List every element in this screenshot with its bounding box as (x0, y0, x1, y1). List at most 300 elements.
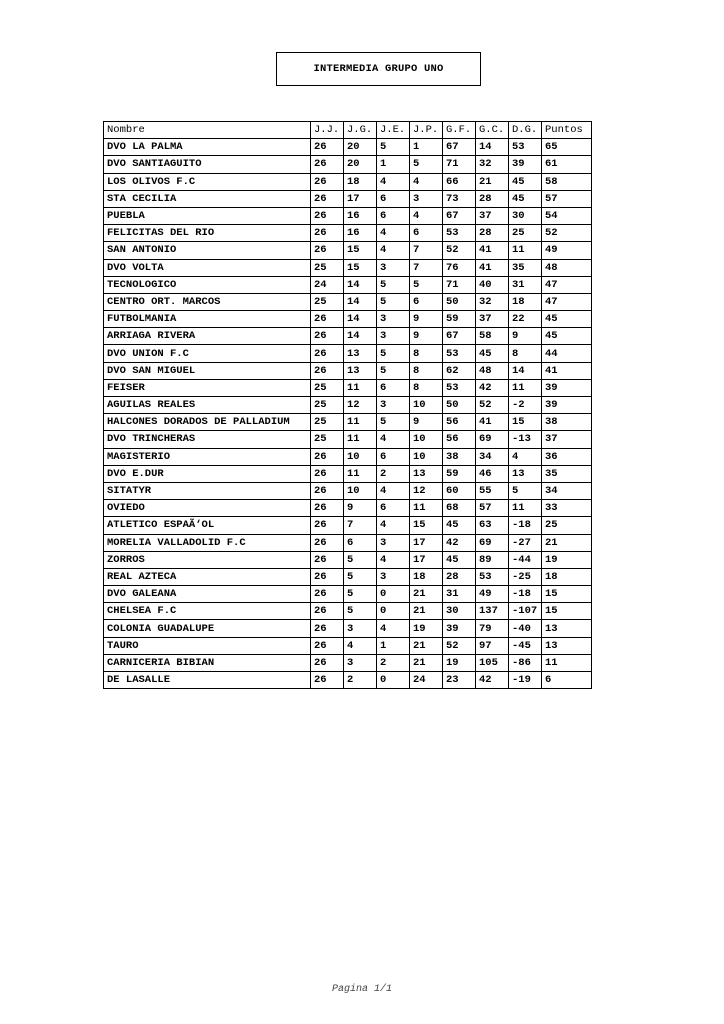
table-row (104, 414, 592, 431)
cell-gc: 46 (476, 465, 509, 482)
cell-puntos: 15 (542, 586, 592, 603)
cell-jg: 14 (344, 328, 377, 345)
cell-jg: 5 (344, 568, 377, 585)
cell-gc: 32 (476, 156, 509, 173)
cell-jp: 21 (410, 654, 443, 671)
cell-gf: 68 (443, 500, 476, 517)
cell-gf: 52 (443, 242, 476, 259)
cell-gf: 42 (443, 534, 476, 551)
cell-puntos: 13 (542, 637, 592, 654)
cell-puntos: 33 (542, 500, 592, 517)
table-row (104, 328, 592, 345)
cell-team-name: DVO SANTIAGUITO (104, 156, 311, 173)
cell-jj: 26 (311, 586, 344, 603)
cell-jp: 12 (410, 482, 443, 499)
cell-dg: -2 (509, 397, 542, 414)
cell-dg: 11 (509, 242, 542, 259)
column-header-je: J.E. (377, 122, 410, 139)
cell-jj: 26 (311, 482, 344, 499)
cell-jj: 25 (311, 379, 344, 396)
cell-gf: 23 (443, 672, 476, 689)
cell-gc: 28 (476, 190, 509, 207)
cell-jj: 26 (311, 672, 344, 689)
column-header-jj: J.J. (311, 122, 344, 139)
cell-jj: 26 (311, 207, 344, 224)
cell-je: 3 (377, 259, 410, 276)
cell-gc: 40 (476, 276, 509, 293)
cell-jp: 3 (410, 190, 443, 207)
cell-jj: 25 (311, 259, 344, 276)
cell-dg: 30 (509, 207, 542, 224)
table-row (104, 672, 592, 689)
table-row (104, 156, 592, 173)
cell-je: 0 (377, 672, 410, 689)
cell-jg: 15 (344, 242, 377, 259)
cell-puntos: 35 (542, 465, 592, 482)
cell-jg: 10 (344, 448, 377, 465)
cell-gf: 71 (443, 156, 476, 173)
cell-team-name: CARNICERIA BIBIAN (104, 654, 311, 671)
cell-gc: 42 (476, 379, 509, 396)
cell-gc: 34 (476, 448, 509, 465)
cell-jp: 9 (410, 328, 443, 345)
cell-gf: 53 (443, 379, 476, 396)
cell-dg: 14 (509, 362, 542, 379)
table-row (104, 225, 592, 242)
table-row (104, 379, 592, 396)
cell-dg: 22 (509, 311, 542, 328)
cell-team-name: FUTBOLMANIA (104, 311, 311, 328)
table-row (104, 431, 592, 448)
cell-jp: 24 (410, 672, 443, 689)
cell-gc: 55 (476, 482, 509, 499)
cell-jg: 3 (344, 620, 377, 637)
cell-jg: 11 (344, 465, 377, 482)
cell-team-name: MAGISTERIO (104, 448, 311, 465)
cell-gc: 32 (476, 293, 509, 310)
cell-puntos: 39 (542, 379, 592, 396)
table-row (104, 362, 592, 379)
cell-je: 6 (377, 448, 410, 465)
cell-jp: 21 (410, 586, 443, 603)
cell-gc: 48 (476, 362, 509, 379)
table-row (104, 345, 592, 362)
cell-je: 1 (377, 156, 410, 173)
cell-jg: 4 (344, 637, 377, 654)
cell-gf: 50 (443, 397, 476, 414)
cell-team-name: DVO UNION F.C (104, 345, 311, 362)
page-footer: Pagina 1/1 (331, 984, 392, 995)
cell-jg: 18 (344, 173, 377, 190)
table-row (104, 276, 592, 293)
cell-jg: 11 (344, 414, 377, 431)
cell-je: 3 (377, 534, 410, 551)
cell-dg: -18 (509, 517, 542, 534)
cell-jp: 19 (410, 620, 443, 637)
cell-dg: 4 (509, 448, 542, 465)
cell-team-name: ATLETICO ESPAÃ‘OL (104, 517, 311, 534)
cell-jj: 26 (311, 173, 344, 190)
cell-team-name: SITATYR (104, 482, 311, 499)
cell-team-name: REAL AZTECA (104, 568, 311, 585)
cell-jg: 7 (344, 517, 377, 534)
cell-gc: 42 (476, 672, 509, 689)
cell-gc: 53 (476, 568, 509, 585)
cell-team-name: CHELSEA F.C (104, 603, 311, 620)
table-row (104, 448, 592, 465)
cell-gc: 137 (476, 603, 509, 620)
cell-jj: 25 (311, 414, 344, 431)
cell-team-name: DE LASALLE (104, 672, 311, 689)
cell-team-name: FELICITAS DEL RIO (104, 225, 311, 242)
column-header-gf: G.F. (443, 122, 476, 139)
cell-puntos: 57 (542, 190, 592, 207)
cell-puntos: 47 (542, 276, 592, 293)
cell-gc: 79 (476, 620, 509, 637)
cell-gf: 71 (443, 276, 476, 293)
cell-team-name: DVO GALEANA (104, 586, 311, 603)
cell-jj: 26 (311, 465, 344, 482)
cell-je: 6 (377, 379, 410, 396)
cell-je: 3 (377, 568, 410, 585)
cell-je: 5 (377, 414, 410, 431)
table-row (104, 603, 592, 620)
cell-je: 5 (377, 362, 410, 379)
cell-jp: 17 (410, 534, 443, 551)
table-row (104, 259, 592, 276)
cell-gc: 21 (476, 173, 509, 190)
cell-puntos: 25 (542, 517, 592, 534)
cell-je: 0 (377, 586, 410, 603)
cell-puntos: 39 (542, 397, 592, 414)
cell-gf: 73 (443, 190, 476, 207)
cell-je: 4 (377, 551, 410, 568)
table-row (104, 397, 592, 414)
cell-dg: 45 (509, 173, 542, 190)
cell-jp: 6 (410, 293, 443, 310)
cell-jg: 9 (344, 500, 377, 517)
table-row (104, 586, 592, 603)
cell-jj: 25 (311, 397, 344, 414)
cell-je: 2 (377, 654, 410, 671)
cell-jg: 13 (344, 345, 377, 362)
cell-jj: 26 (311, 654, 344, 671)
table-row (104, 207, 592, 224)
cell-team-name: PUEBLA (104, 207, 311, 224)
cell-gf: 45 (443, 517, 476, 534)
cell-jp: 10 (410, 448, 443, 465)
cell-dg: 31 (509, 276, 542, 293)
cell-team-name: DVO SAN MIGUEL (104, 362, 311, 379)
column-header-jp: J.P. (410, 122, 443, 139)
cell-je: 5 (377, 139, 410, 156)
cell-gc: 52 (476, 397, 509, 414)
cell-team-name: CENTRO ORT. MARCOS (104, 293, 311, 310)
cell-jp: 15 (410, 517, 443, 534)
cell-jg: 16 (344, 225, 377, 242)
cell-jp: 10 (410, 397, 443, 414)
cell-jp: 1 (410, 139, 443, 156)
cell-dg: -40 (509, 620, 542, 637)
cell-dg: 9 (509, 328, 542, 345)
cell-gf: 67 (443, 207, 476, 224)
cell-gf: 67 (443, 328, 476, 345)
cell-gc: 58 (476, 328, 509, 345)
cell-jj: 26 (311, 242, 344, 259)
cell-dg: 13 (509, 465, 542, 482)
cell-jg: 12 (344, 397, 377, 414)
cell-puntos: 47 (542, 293, 592, 310)
cell-dg: 5 (509, 482, 542, 499)
cell-jp: 11 (410, 500, 443, 517)
cell-jp: 6 (410, 225, 443, 242)
cell-je: 3 (377, 397, 410, 414)
cell-jg: 14 (344, 311, 377, 328)
cell-jg: 13 (344, 362, 377, 379)
cell-gc: 105 (476, 654, 509, 671)
cell-je: 4 (377, 482, 410, 499)
cell-gf: 28 (443, 568, 476, 585)
cell-dg: -86 (509, 654, 542, 671)
cell-jg: 11 (344, 431, 377, 448)
cell-je: 4 (377, 517, 410, 534)
cell-puntos: 38 (542, 414, 592, 431)
cell-jg: 10 (344, 482, 377, 499)
cell-gf: 19 (443, 654, 476, 671)
cell-dg: -19 (509, 672, 542, 689)
cell-puntos: 18 (542, 568, 592, 585)
cell-jj: 26 (311, 311, 344, 328)
cell-jp: 9 (410, 311, 443, 328)
cell-jj: 26 (311, 156, 344, 173)
cell-jp: 5 (410, 276, 443, 293)
cell-jj: 26 (311, 603, 344, 620)
cell-team-name: ZORROS (104, 551, 311, 568)
table-row (104, 500, 592, 517)
cell-gf: 59 (443, 311, 476, 328)
cell-dg: 18 (509, 293, 542, 310)
cell-jp: 17 (410, 551, 443, 568)
cell-gf: 76 (443, 259, 476, 276)
cell-dg: -44 (509, 551, 542, 568)
cell-jj: 26 (311, 620, 344, 637)
cell-jg: 5 (344, 586, 377, 603)
cell-gf: 31 (443, 586, 476, 603)
cell-jp: 10 (410, 431, 443, 448)
cell-dg: -13 (509, 431, 542, 448)
cell-dg: 53 (509, 139, 542, 156)
cell-team-name: DVO LA PALMA (104, 139, 311, 156)
cell-puntos: 36 (542, 448, 592, 465)
cell-gf: 60 (443, 482, 476, 499)
cell-je: 6 (377, 500, 410, 517)
cell-je: 6 (377, 190, 410, 207)
cell-jg: 2 (344, 672, 377, 689)
cell-je: 4 (377, 431, 410, 448)
table-row (104, 190, 592, 207)
cell-gf: 59 (443, 465, 476, 482)
standings-table (103, 121, 592, 689)
cell-puntos: 34 (542, 482, 592, 499)
cell-jp: 21 (410, 637, 443, 654)
cell-gf: 30 (443, 603, 476, 620)
cell-je: 3 (377, 328, 410, 345)
cell-gc: 41 (476, 242, 509, 259)
cell-gc: 57 (476, 500, 509, 517)
cell-puntos: 65 (542, 139, 592, 156)
cell-jj: 26 (311, 190, 344, 207)
cell-gc: 14 (476, 139, 509, 156)
cell-je: 5 (377, 276, 410, 293)
cell-jp: 8 (410, 362, 443, 379)
cell-team-name: DVO VOLTA (104, 259, 311, 276)
cell-jp: 7 (410, 242, 443, 259)
cell-gc: 63 (476, 517, 509, 534)
table-row (104, 551, 592, 568)
cell-je: 4 (377, 242, 410, 259)
cell-gf: 45 (443, 551, 476, 568)
cell-gf: 53 (443, 345, 476, 362)
cell-gf: 39 (443, 620, 476, 637)
cell-je: 0 (377, 603, 410, 620)
cell-gc: 89 (476, 551, 509, 568)
cell-jp: 8 (410, 345, 443, 362)
cell-team-name: ARRIAGA RIVERA (104, 328, 311, 345)
cell-jp: 9 (410, 414, 443, 431)
cell-gf: 56 (443, 414, 476, 431)
cell-jg: 5 (344, 551, 377, 568)
cell-dg: 25 (509, 225, 542, 242)
column-header-nombre: Nombre (104, 122, 311, 139)
cell-dg: -107 (509, 603, 542, 620)
cell-puntos: 41 (542, 362, 592, 379)
cell-puntos: 54 (542, 207, 592, 224)
cell-team-name: TECNOLOGICO (104, 276, 311, 293)
cell-gf: 56 (443, 431, 476, 448)
table-row (104, 654, 592, 671)
cell-gc: 37 (476, 311, 509, 328)
cell-team-name: SAN ANTONIO (104, 242, 311, 259)
column-header-jg: J.G. (344, 122, 377, 139)
cell-dg: 35 (509, 259, 542, 276)
page-title: INTERMEDIA GRUPO UNO (313, 63, 444, 75)
cell-jj: 25 (311, 431, 344, 448)
column-header-gc: G.C. (476, 122, 509, 139)
cell-dg: -27 (509, 534, 542, 551)
cell-jj: 26 (311, 637, 344, 654)
cell-jj: 26 (311, 517, 344, 534)
cell-gf: 67 (443, 139, 476, 156)
table-header-row (104, 122, 592, 139)
cell-jg: 11 (344, 379, 377, 396)
table-row (104, 311, 592, 328)
cell-je: 4 (377, 225, 410, 242)
cell-dg: 39 (509, 156, 542, 173)
cell-jg: 14 (344, 276, 377, 293)
table-row (104, 173, 592, 190)
cell-jj: 26 (311, 448, 344, 465)
cell-puntos: 21 (542, 534, 592, 551)
cell-puntos: 58 (542, 173, 592, 190)
cell-jg: 16 (344, 207, 377, 224)
cell-dg: -25 (509, 568, 542, 585)
table-row (104, 465, 592, 482)
cell-team-name: COLONIA GUADALUPE (104, 620, 311, 637)
cell-je: 1 (377, 637, 410, 654)
cell-je: 4 (377, 620, 410, 637)
cell-jj: 26 (311, 362, 344, 379)
cell-je: 4 (377, 173, 410, 190)
cell-je: 6 (377, 207, 410, 224)
cell-gf: 53 (443, 225, 476, 242)
cell-gc: 45 (476, 345, 509, 362)
table-row (104, 517, 592, 534)
cell-je: 5 (377, 293, 410, 310)
cell-gf: 38 (443, 448, 476, 465)
cell-jj: 26 (311, 534, 344, 551)
cell-gc: 69 (476, 431, 509, 448)
cell-puntos: 15 (542, 603, 592, 620)
cell-jj: 26 (311, 551, 344, 568)
cell-gf: 66 (443, 173, 476, 190)
cell-je: 5 (377, 345, 410, 362)
cell-gc: 97 (476, 637, 509, 654)
cell-puntos: 45 (542, 328, 592, 345)
cell-gc: 37 (476, 207, 509, 224)
cell-puntos: 13 (542, 620, 592, 637)
table-row (104, 568, 592, 585)
column-header-dg: D.G. (509, 122, 542, 139)
table-body (104, 139, 592, 689)
cell-puntos: 49 (542, 242, 592, 259)
cell-jp: 4 (410, 207, 443, 224)
cell-jg: 5 (344, 603, 377, 620)
page-title-box (276, 52, 481, 86)
cell-puntos: 52 (542, 225, 592, 242)
cell-gf: 50 (443, 293, 476, 310)
cell-gf: 52 (443, 637, 476, 654)
table-row (104, 139, 592, 156)
cell-dg: -45 (509, 637, 542, 654)
cell-jj: 24 (311, 276, 344, 293)
column-header-puntos: Puntos (542, 122, 592, 139)
cell-jg: 20 (344, 156, 377, 173)
cell-gc: 41 (476, 414, 509, 431)
cell-jg: 15 (344, 259, 377, 276)
cell-team-name: DVO TRINCHERAS (104, 431, 311, 448)
cell-jj: 25 (311, 293, 344, 310)
cell-jp: 7 (410, 259, 443, 276)
cell-jg: 6 (344, 534, 377, 551)
cell-jp: 18 (410, 568, 443, 585)
cell-dg: -18 (509, 586, 542, 603)
cell-jg: 20 (344, 139, 377, 156)
cell-dg: 11 (509, 500, 542, 517)
table-row (104, 637, 592, 654)
cell-puntos: 44 (542, 345, 592, 362)
cell-jj: 26 (311, 500, 344, 517)
cell-puntos: 37 (542, 431, 592, 448)
cell-team-name: LOS OLIVOS F.C (104, 173, 311, 190)
cell-jp: 4 (410, 173, 443, 190)
table-row (104, 482, 592, 499)
cell-team-name: FEISER (104, 379, 311, 396)
cell-dg: 11 (509, 379, 542, 396)
table-row (104, 293, 592, 310)
cell-je: 3 (377, 311, 410, 328)
cell-puntos: 48 (542, 259, 592, 276)
cell-jp: 5 (410, 156, 443, 173)
